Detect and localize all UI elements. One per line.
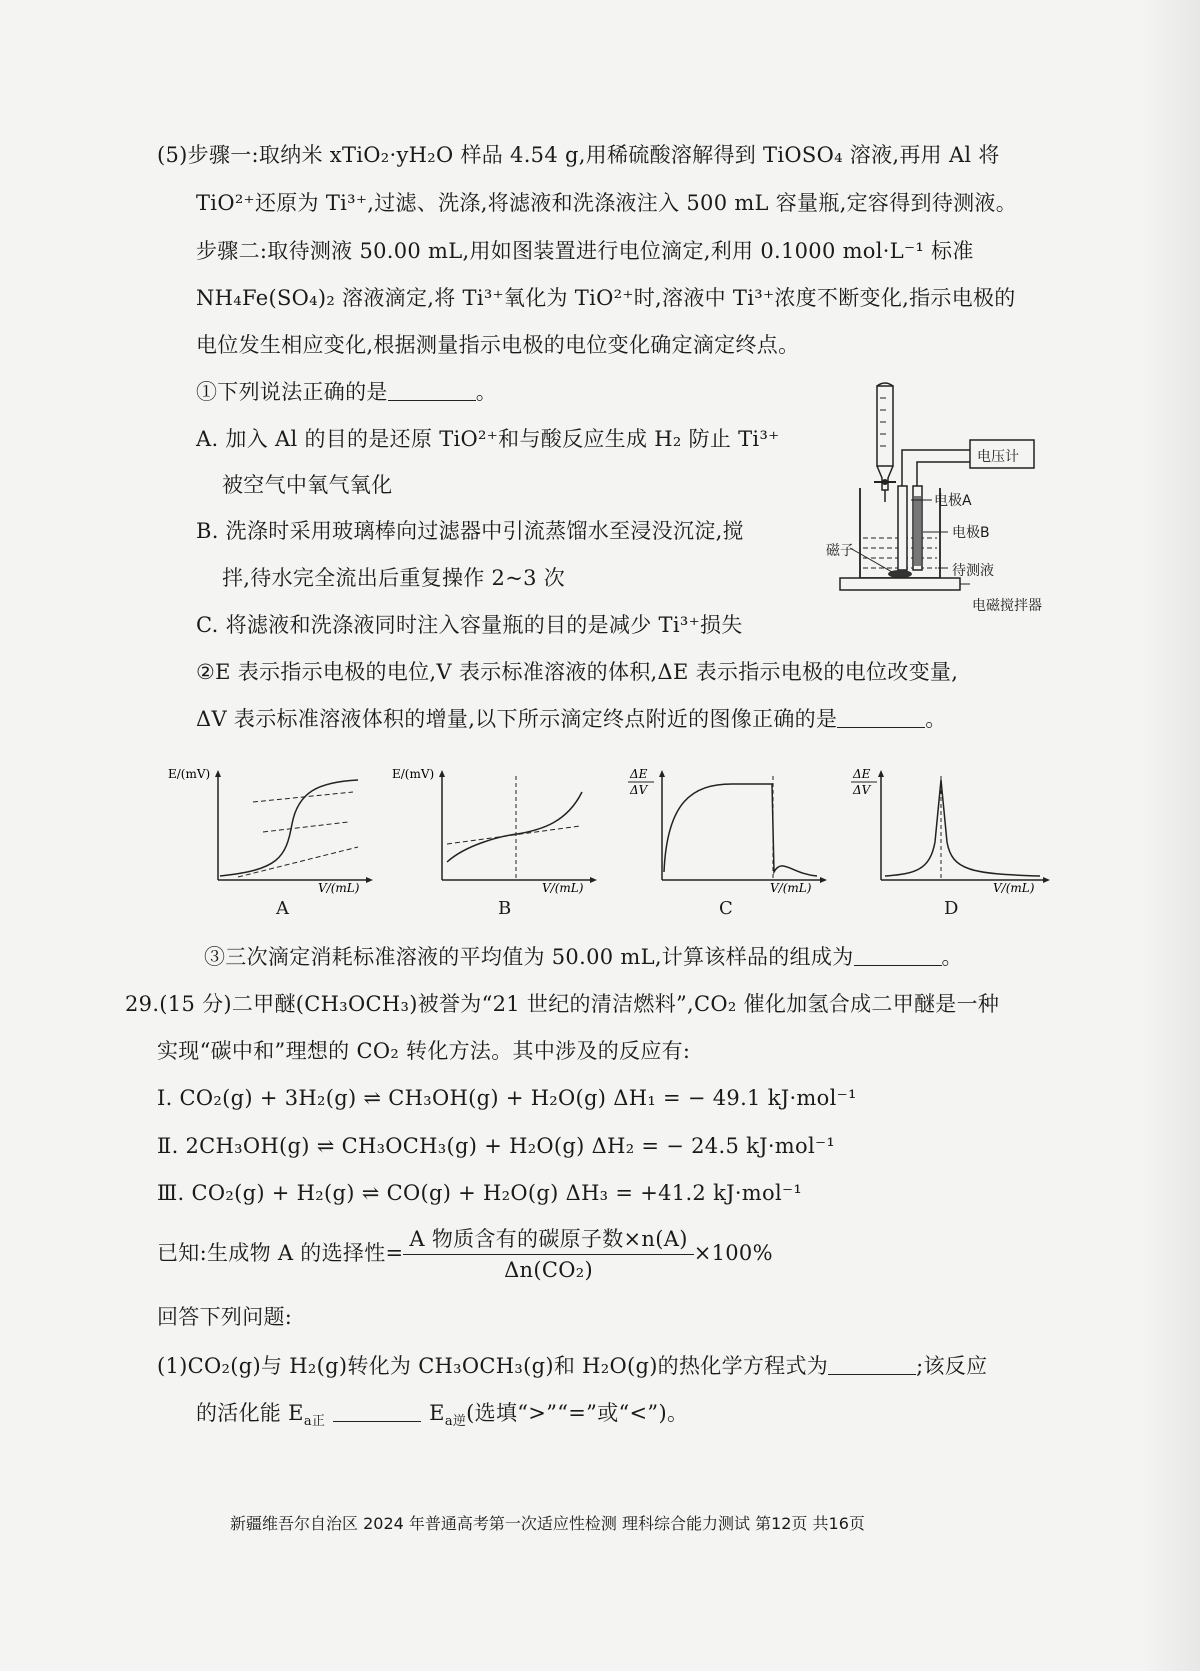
q29-line-1: 29.(15 分)二甲醚(CH₃OCH₃)被誉为“21 世纪的清洁燃料”,CO₂ 催化加氢合成二甲醚是一种 [125,992,1000,1016]
page-edge-shadow [1140,0,1200,1671]
q5-sub3-text: ③三次滴定消耗标准溶液的平均值为 50.00 mL,计算该样品的组成为 [204,945,854,969]
q5-sub1-blank [388,380,476,401]
option-b-line-1: B. 洗涤时采用玻璃棒向过滤器中引流蒸馏水至浸没沉淀,搅 [196,519,744,543]
option-a-line-1: A. 加入 Al 的目的是还原 TiO²⁺和与酸反应生成 H₂ 防止 Ti³⁺ [196,427,780,451]
q29-p1-blank-2 [333,1401,421,1422]
q5-sub1-text: ①下列说法正确的是 [196,380,388,404]
graph-c-ylabel-num: ΔE [630,767,648,781]
q29-p1-text-c: (选填“>”“=”或“<”)。 [466,1401,689,1425]
answer-prompt: 回答下列问题: [157,1305,293,1329]
selectivity-suffix: ×100% [693,1241,773,1265]
q5-sub1-end: 。 [475,380,498,404]
q5-sub2-line-1: ②E 表示指示电极的电位,V 表示标准溶液的体积,ΔE 表示指示电极的电位改变量, [196,660,959,684]
q29-p1-text: (1)CO₂(g)与 H₂(g)转化为 CH₃OCH₃(g)和 H₂O(g)的热化学方程式为 [157,1354,829,1378]
graph-a-ylabel: E/(mV) [168,767,211,781]
magnet-label: 磁子 [826,543,854,559]
electrode-a-label: 电极A [934,493,972,509]
ea-forward-sub: a正 [303,1414,326,1430]
voltmeter-label: 电压计 [977,449,1019,465]
graph-d-xlabel: V/(mL) [993,881,1035,895]
graph-d-ylabel-den: ΔV [853,783,871,797]
solution-label: 待测液 [952,563,994,579]
q29-p1-text-b: ;该反应 [916,1354,988,1378]
q29-p1-line-1 [157,1351,987,1381]
ea-forward-label: 的活化能 E [196,1401,304,1425]
q29-p1-line-2 [196,1398,688,1428]
graph-d-caption: D [944,898,959,919]
q5-line-2: TiO²⁺还原为 Ti³⁺,过滤、洗涤,将滤液和洗涤液注入 500 mL 容量瓶,定容得到待测液。 [196,191,1018,215]
graph-b-ylabel: E/(mV) [392,767,435,781]
ea-reverse-label: E [429,1401,445,1425]
q5-line-4: NH₄Fe(SO₄)₂ 溶液滴定,将 Ti³⁺氧化为 TiO²⁺时,溶液中 Ti³⁺浓度不断变化,指示电极的 [196,286,1016,310]
selectivity-denominator: Δn(CO₂) [504,1258,593,1282]
graph-c-ylabel-den: ΔV [630,783,648,797]
q29-p1-blank-1 [828,1354,916,1375]
graph-c-xlabel: V/(mL) [770,881,812,895]
selectivity-numerator: A 物质含有的碳原子数×n(A) [403,1224,693,1255]
graph-a-caption: A [276,898,289,919]
graph-d-ylabel-num: ΔE [853,767,871,781]
q5-sub2-line-2 [196,704,947,734]
graph-b-caption: B [498,898,512,919]
selectivity-formula [157,1224,773,1285]
reaction-1: Ⅰ. CO₂(g) + 3H₂(g) ⇌ CH₃OH(g) + H₂O(g) ΔH₁ = − 49.1 kJ·mol⁻¹ [157,1086,857,1110]
electrode-b-label: 电极B [952,525,990,541]
option-b-line-2: 拌,待水完全流出后重复操作 2~3 次 [222,566,566,590]
q5-sub2-blank [837,707,925,728]
option-a-line-2: 被空气中氧气氧化 [222,473,393,497]
q5-sub3 [204,942,963,972]
option-c: C. 将滤液和洗涤液同时注入容量瓶的目的是减少 Ti³⁺损失 [196,613,743,637]
q5-sub3-end: 。 [941,945,963,969]
q5-sub2-text: ΔV 表示标准溶液体积的增量,以下所示滴定终点附近的图像正确的是 [196,707,838,731]
graph-d [845,762,1055,895]
q29-line-2: 实现“碳中和”理想的 CO₂ 转化方法。其中涉及的反应有: [157,1039,691,1063]
reaction-3: Ⅲ. CO₂(g) + H₂(g) ⇌ CO(g) + H₂O(g) ΔH₃ = +41.2 kJ·mol⁻¹ [157,1181,803,1205]
q5-line-5: 电位发生相应变化,根据测量指示电极的电位变化确定滴定终点。 [196,333,800,357]
graph-c [622,762,832,895]
graph-b-xlabel: V/(mL) [542,881,584,895]
graph-a [168,762,378,895]
graph-b [392,762,602,895]
page-footer: 新疆维吾尔自治区 2024 年普通高考第一次适应性检测 理科综合能力测试 第12页 共16页 [230,1514,865,1533]
graph-a-xlabel: V/(mL) [318,881,360,895]
q5-line-1: (5)步骤一:取纳米 xTiO₂·yH₂O 样品 4.54 g,用稀硫酸溶解得到 TiOSO₄ 溶液,再用 Al 将 [157,143,1000,167]
graph-c-caption: C [719,898,733,919]
selectivity-fraction [403,1224,693,1285]
reaction-2: Ⅱ. 2CH₃OH(g) ⇌ CH₃OCH₃(g) + H₂O(g) ΔH₂ = − 24.5 kJ·mol⁻¹ [157,1134,836,1158]
q5-sub3-blank [854,945,942,966]
q5-sub2-end: 。 [925,707,947,731]
q5-sub1 [196,377,497,407]
ea-reverse-sub: a逆 [444,1414,467,1430]
q5-line-3: 步骤二:取待测液 50.00 mL,用如图装置进行电位滴定,利用 0.1000 mol·L⁻¹ 标准 [196,239,974,263]
stirrer-label: 电磁搅拌器 [972,598,1042,614]
selectivity-prefix: 已知:生成物 A 的选择性= [157,1241,404,1265]
